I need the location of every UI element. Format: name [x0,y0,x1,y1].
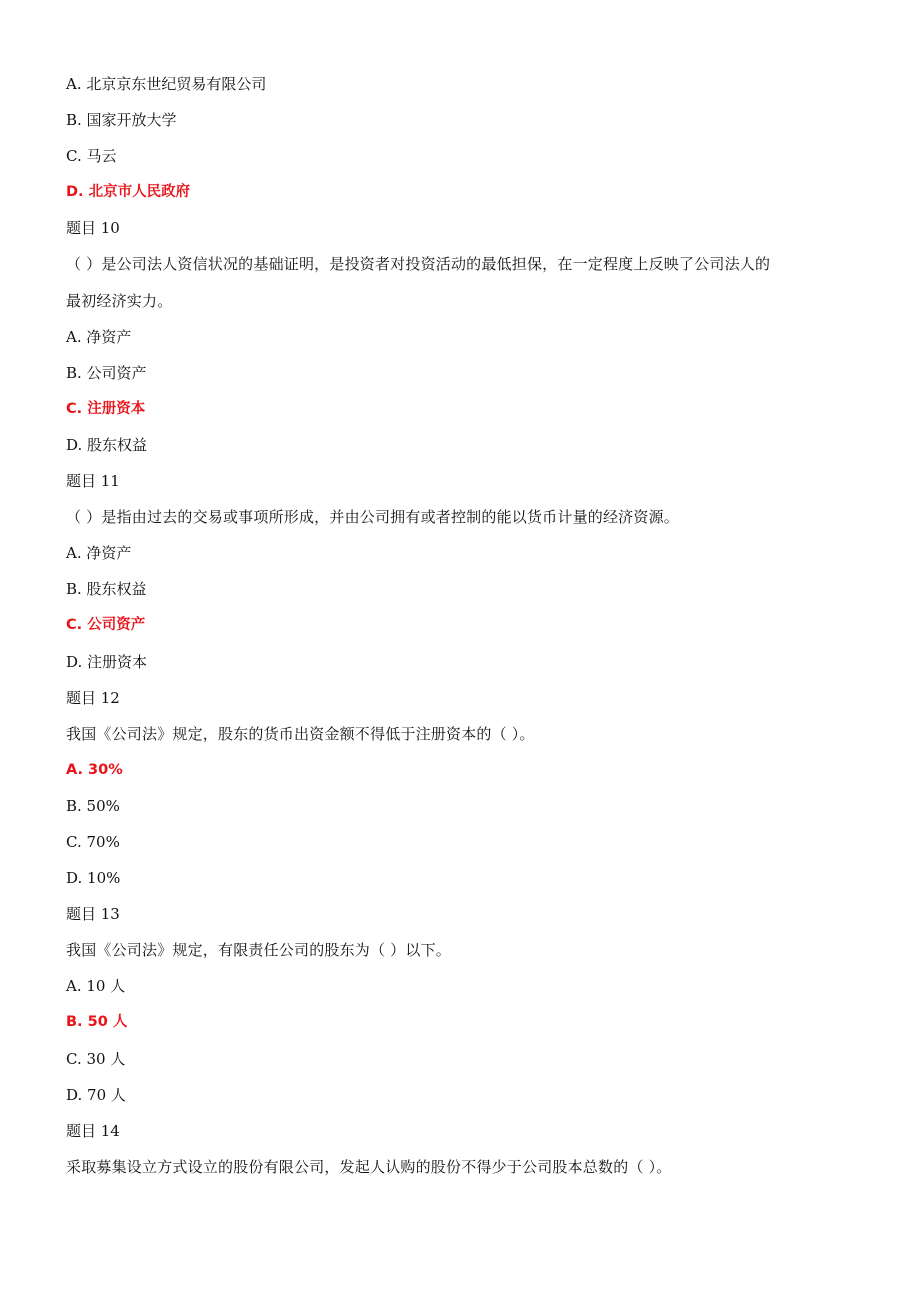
option-line: D. 10% [66,869,121,888]
question-stem: （ ）是公司法人资信状况的基础证明，是投资者对投资活动的最低担保，在一定程度上反映了公司法人的 [66,255,771,274]
option-line: B. 50% [66,796,120,815]
option-line: B. 国家开放大学 [66,111,177,130]
question-stem: （ ）是指由过去的交易或事项所形成，并由公司拥有或者控制的能以货币计量的经济资源。 [66,508,679,527]
correct-option-line: C. 注册资本 [66,400,146,417]
option-line: D. 注册资本 [66,652,148,671]
question-heading: 题目 12 [66,688,120,707]
option-line: B. 公司资产 [66,363,147,382]
option-line: A. 10 人 [66,977,126,996]
question-heading: 题目 10 [66,219,120,238]
question-stem: 我国《公司法》规定，有限责任公司的股东为（ ）以下。 [66,941,451,960]
quiz-document [66,66,856,1185]
option-line: C. 30 人 [66,1049,126,1068]
question-heading: 题目 13 [66,905,120,924]
option-line: A. 净资产 [66,327,132,346]
option-line: A. 北京京东世纪贸易有限公司 [66,75,267,93]
question-stem-continued: 最初经济实力。 [66,291,173,310]
question-heading: 题目 14 [66,1121,120,1140]
correct-option-line: B. 50 人 [66,1014,128,1031]
option-line: B. 股东权益 [66,580,147,599]
option-line: D. 股东权益 [66,435,148,454]
option-line: C. 70% [66,832,120,851]
correct-option-line: A. 30% [66,761,123,778]
question-heading: 题目 11 [66,472,120,491]
question-stem: 采取募集设立方式设立的股份有限公司，发起人认购的股份不得少于公司股本总数的（ ）。 [66,1157,672,1176]
question-stem: 我国《公司法》规定，股东的货币出资金额不得低于注册资本的（ ）。 [66,724,535,743]
correct-option-line: C. 公司资产 [66,617,146,634]
option-line: D. 70 人 [66,1085,126,1104]
option-line: A. 净资产 [66,544,132,563]
correct-option-line: D. 北京市人民政府 [66,184,191,201]
option-line: C. 马云 [66,147,117,166]
